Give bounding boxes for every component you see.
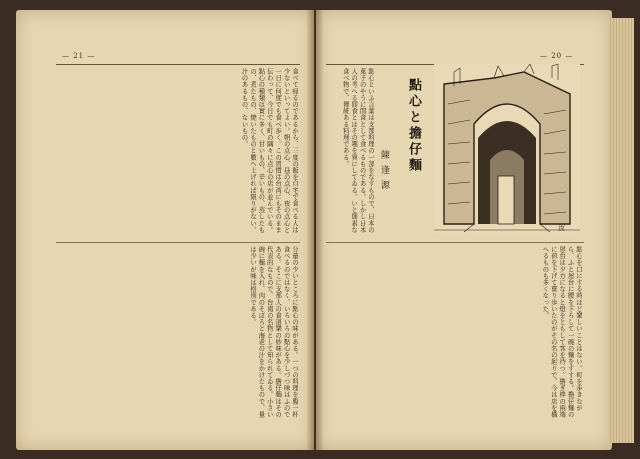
right-text-lower: 點心を口にする時ほど樂しいことはない。町を歩きながら、ふと屋台に腰を下ろして一碗の麵をすする。擔仔麵の屋台は夕方になると燈をともして客を待つ。擔ぎ棒の兩端に荷を下げて賣り歩いたのがその名の起りで、今は店を構へるものも多くなった。: [541, 246, 582, 418]
article-author: 陳逢源: [379, 150, 389, 195]
right-mid-rule: [326, 242, 584, 243]
right-text-intro: 點心といふ言葉は支那料理の一部をなすもので、日本の菓子のやうに間食として食べるものである。しかし日本人の考へる間食とはその趣を異にしてゐる。いと簡素な食べ物で、傳統ある料理である。: [341, 68, 374, 233]
left-mid-rule: [56, 242, 300, 243]
article-title: 點心と擔仔麵: [406, 78, 421, 174]
left-header-rule: [56, 64, 300, 65]
alley-arch-illustration: [434, 64, 580, 234]
left-page-number: — 21 —: [62, 52, 96, 60]
svg-text:汝: 汝: [558, 224, 565, 232]
book-gutter: [306, 10, 324, 450]
left-text-lower: 分量の少いところに點心の味がある。一つの料理を腹一杯食べるのではなく、いろいろの點心を少しづつ味はふのである。そこに支那人の食道樂の妙味がある。擔仔麵はその代表的なもので、台南の名物として知られてゐる。小さい碗に麵を入れ、肉のそぼろと海老の汁をかけたもので、量は少いが味は格別である。: [248, 246, 298, 418]
page-edges: [608, 18, 634, 443]
right-page-number: — 20 —: [540, 52, 574, 60]
left-text-upper: 食べて帰るのであるから、三度の飯を自宅で食べる人は少ないといってよい。朝の点心、昼の点心、夜の点心と一日に何度でも食べ歩く。この習慣は台湾にもそのまま伝わって、今日でも町の隅々に点心の店が並んでいる。點心の種類は實に多く、甘いもの、辛いもの、蒸したもの、煮たもの、焼いたものと數へ上げれば限りがない。汁のあるもの、ないもの。: [240, 68, 298, 233]
